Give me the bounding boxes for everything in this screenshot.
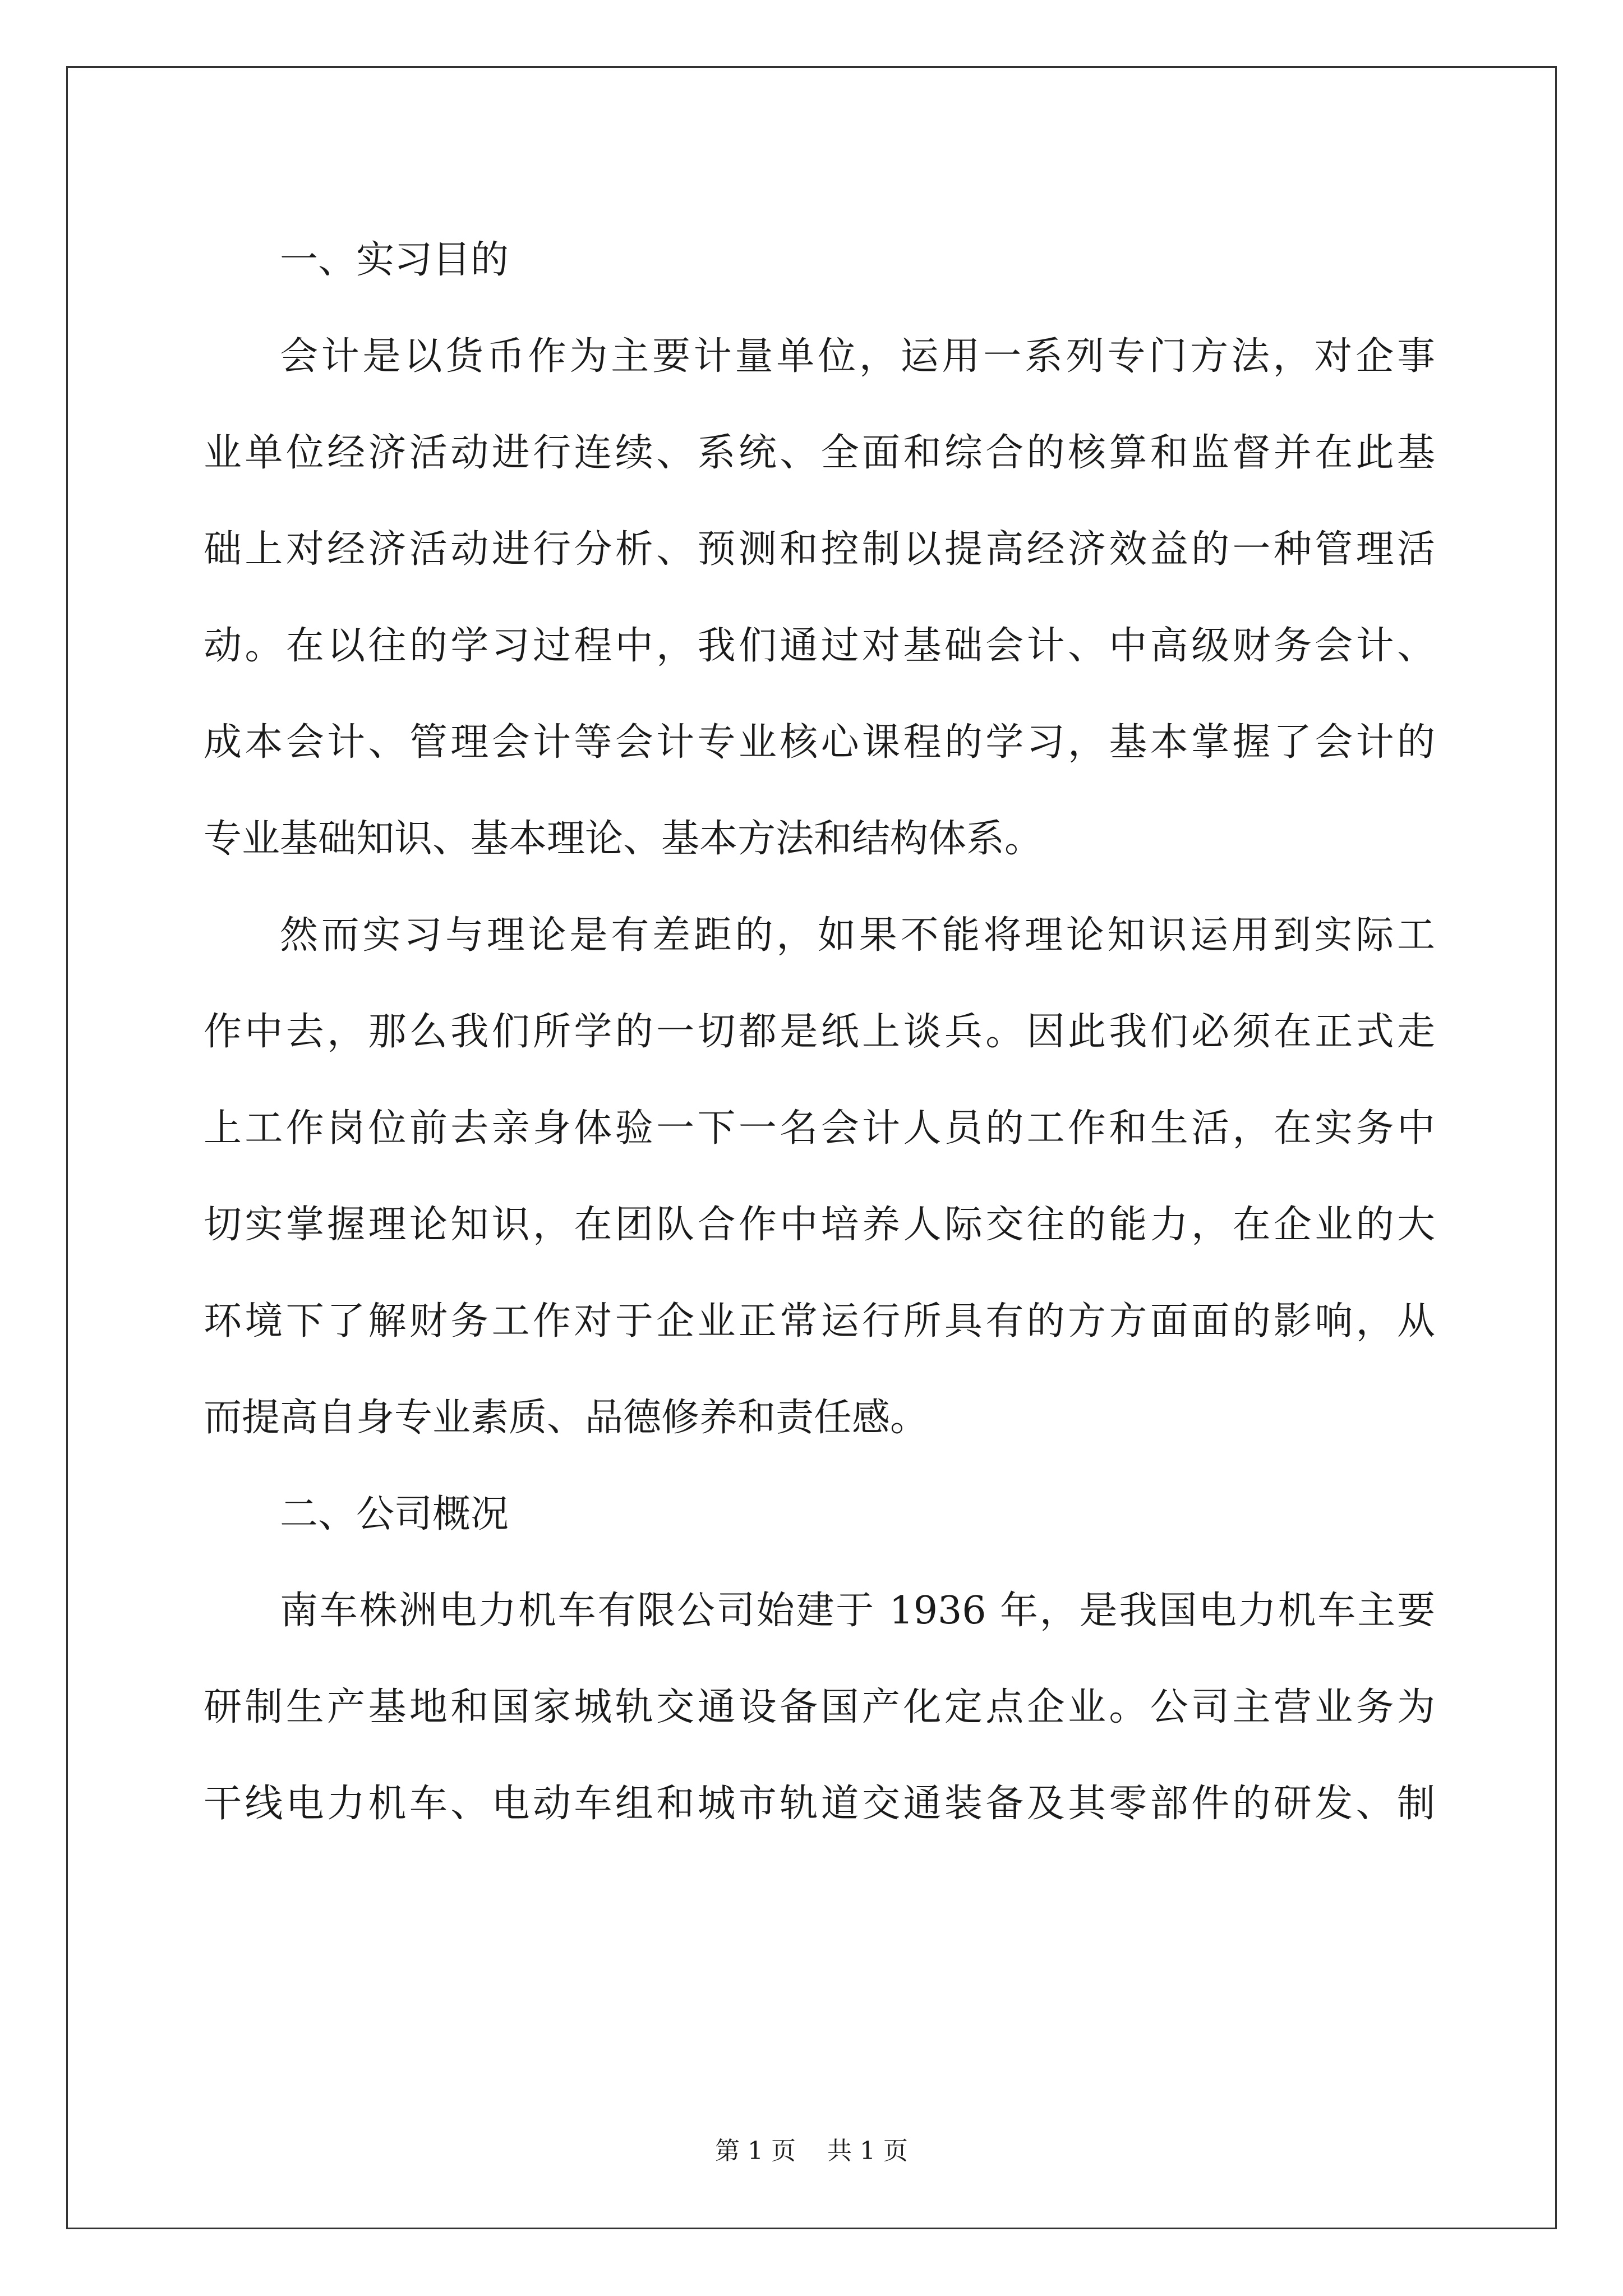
paragraph-line: 础上对经济活动进行分析、预测和控制以提高经济效益的一种管理活: [204, 527, 1435, 572]
heading-internship-purpose: 一、实习目的: [280, 238, 509, 282]
paragraph-line: 会计是以货币作为主要计量单位，运用一系列专门方法，对企事: [280, 334, 1435, 379]
paragraph-line: 业单位经济活动进行连续、系统、全面和综合的核算和监督并在此基: [204, 431, 1435, 475]
paragraph-line: 然而实习与理论是有差距的，如果不能将理论知识运用到实际工: [280, 913, 1435, 958]
document-body: [204, 212, 1435, 1852]
paragraph-line: 研制生产基地和国家城轨交通设备国产化定点企业。公司主营业务为: [204, 1685, 1435, 1729]
paragraph-line: 干线电力机车、电动车组和城市轨道交通装备及其零部件的研发、制: [204, 1782, 1435, 1826]
heading-company-overview: 二、公司概况: [280, 1492, 509, 1536]
paragraph-line: 专业基础知识、基本理论、基本方法和结构体系。: [204, 817, 1043, 861]
page-footer: 第 1 页 共 1 页: [715, 2137, 908, 2165]
paragraph-line: 而提高自身专业素质、品德修养和责任感。: [204, 1396, 929, 1440]
paragraph-line: 上工作岗位前去亲身体验一下一名会计人员的工作和生活，在实务中: [204, 1106, 1435, 1151]
paragraph-line: 作中去，那么我们所学的一切都是纸上谈兵。因此我们必须在正式走: [204, 1010, 1435, 1054]
paragraph-line: 南车株洲电力机车有限公司始建于 1936 年，是我国电力机车主要: [280, 1589, 1435, 1633]
paragraph-line: 动。在以往的学习过程中，我们通过对基础会计、中高级财务会计、: [204, 624, 1435, 668]
paragraph-line: 成本会计、管理会计等会计专业核心课程的学习，基本掌握了会计的: [204, 720, 1435, 765]
paragraph-line: 环境下了解财务工作对于企业正常运行所具有的方方面面的影响，从: [204, 1299, 1435, 1343]
paragraph-line: 切实掌握理论知识，在团队合作中培养人际交往的能力，在企业的大: [204, 1203, 1435, 1247]
